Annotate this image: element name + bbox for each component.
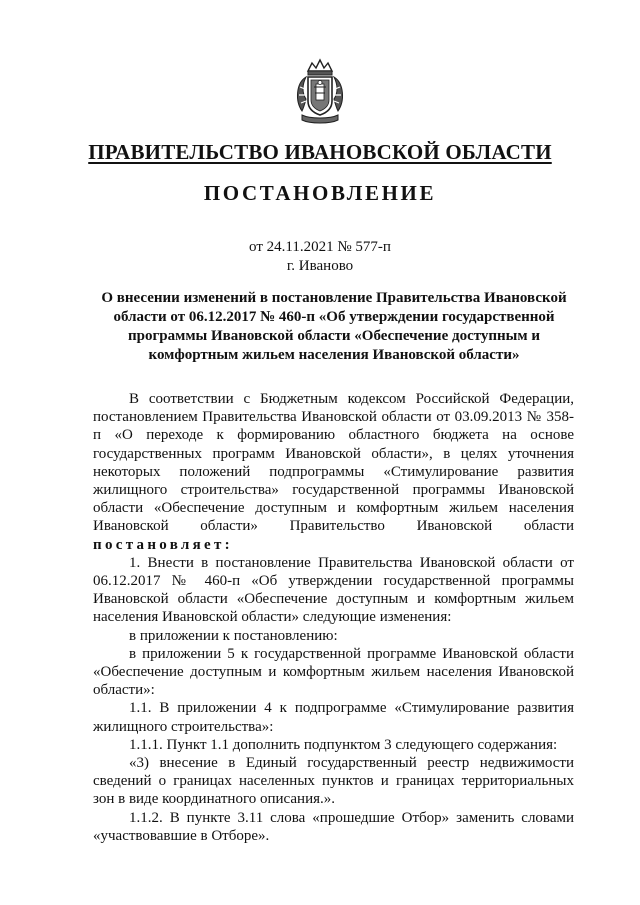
- appendix-5-paragraph: в приложении 5 к государственной программе Ивановской области «Обеспечение доступным и комфортным жильем населения Ивановской области»:: [93, 645, 574, 699]
- document-city: г. Иваново: [286, 258, 354, 274]
- appendix-note-paragraph: в приложении к постановлению:: [129, 627, 338, 644]
- preamble-paragraph: [93, 390, 574, 554]
- item-1-1-1-text-paragraph: «3) внесение в Единый государственный реестр недвижимости сведений о границах населенных пунктов и границах территориальных зон в виде координатного описания.».: [93, 755, 574, 808]
- preamble-text: В соответствии с Бюджетным кодексом Российской Федерации, постановлением Правительства Ивановской области от 03.09.2013 № 358-п «О переходе к формированию областного бюджета на основе государственных программ Ивановской области», в целях уточнения некоторых положений подпрограммы «Стимулирование развития жилищного строительства» государственной программы Ивановской области «Обеспечение доступным и комфортным жильем населения Ивановской области» Правительство Ивановской области: [93, 391, 574, 535]
- item-1-paragraph: 1. Внести в постановление Правительства Ивановской области от 06.12.2017 № 460-п «Об утверждении государственной программы Ивановской области «Обеспечение доступным и комфортным жильем населения Ивановской области» следующие изменения:: [93, 554, 574, 626]
- resolves-keyword: постановляет:: [93, 536, 233, 553]
- document-date-number: от 24.11.2021 № 577-п: [249, 239, 391, 255]
- coat-of-arms-icon: [294, 57, 346, 125]
- document-type: ПОСТАНОВЛЕНИЕ: [203, 181, 437, 205]
- document-body: [93, 390, 574, 845]
- item-1-1-paragraph: 1.1. В приложении 4 к подпрограмме «Стимулирование развития жилищного строительства»:: [93, 700, 574, 735]
- item-1-1-1-paragraph: 1.1.1. Пункт 1.1 дополнить подпунктом 3 следующего содержания:: [129, 736, 558, 753]
- government-title: ПРАВИТЕЛЬСТВО ИВАНОВСКОЙ ОБЛАСТИ: [88, 140, 552, 164]
- document-subject: О внесении изменений в постановление Правительства Ивановской области от 06.12.2017 № 460-п «Об утверждении государственной программы Ивановской области «Обеспечение доступным и комфортным жильем населения Ивановской области»: [101, 290, 567, 363]
- item-1-1-2-paragraph: 1.1.2. В пункте 3.11 слова «прошедшие Отбор» заменить словами «участвовавшие в Отборе».: [93, 809, 574, 844]
